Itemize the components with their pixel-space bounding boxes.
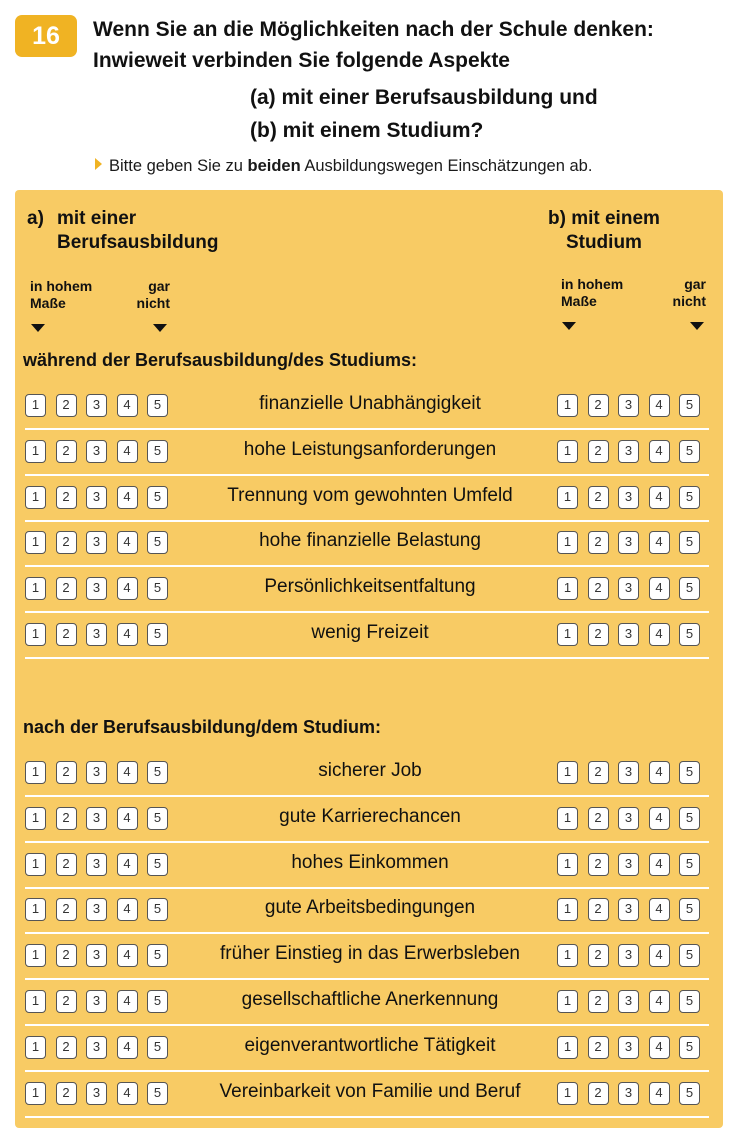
rating-group-studium: [557, 853, 710, 876]
rating-checkbox-4[interactable]: 4: [117, 394, 138, 417]
column-a-high-arrow-icon: [31, 324, 45, 332]
rating-checkbox-4[interactable]: 4: [117, 990, 138, 1013]
rating-checkbox-2[interactable]: 2: [588, 1036, 609, 1059]
rating-checkbox-2[interactable]: 2: [56, 577, 77, 600]
rating-checkbox-2[interactable]: 2: [588, 394, 609, 417]
rating-checkbox-4[interactable]: 4: [117, 1036, 138, 1059]
aspect-label: gute Karrierechancen: [279, 805, 461, 827]
rating-checkbox-5[interactable]: 5: [679, 577, 700, 600]
rating-row: [25, 845, 709, 889]
rating-checkbox-2[interactable]: 2: [588, 990, 609, 1013]
rating-checkbox-1[interactable]: 1: [25, 898, 46, 921]
rating-checkbox-3[interactable]: 3: [618, 944, 639, 967]
rating-checkbox-3[interactable]: 3: [618, 531, 639, 554]
rating-checkbox-1[interactable]: 1: [557, 898, 578, 921]
rating-checkbox-2[interactable]: 2: [56, 853, 77, 876]
rating-checkbox-4[interactable]: 4: [649, 807, 670, 830]
rating-checkbox-5[interactable]: 5: [147, 761, 168, 784]
rating-checkbox-5[interactable]: 5: [147, 394, 168, 417]
rating-checkbox-5[interactable]: 5: [679, 623, 700, 646]
rating-checkbox-5[interactable]: 5: [147, 853, 168, 876]
rating-checkbox-1[interactable]: 1: [557, 577, 578, 600]
rating-checkbox-5[interactable]: 5: [679, 853, 700, 876]
aspect-label: hohe finanzielle Belastung: [259, 530, 481, 552]
rating-checkbox-5[interactable]: 5: [679, 1036, 700, 1059]
rating-checkbox-2[interactable]: 2: [56, 990, 77, 1013]
rating-group-studium: [557, 577, 710, 600]
rating-checkbox-5[interactable]: 5: [147, 990, 168, 1013]
aspect-label: Persönlichkeitsentfaltung: [264, 576, 476, 598]
rating-checkbox-1[interactable]: 1: [25, 944, 46, 967]
rating-checkbox-3[interactable]: 3: [618, 761, 639, 784]
rating-group-berufsausbildung: [25, 1082, 178, 1105]
rating-checkbox-5[interactable]: 5: [679, 440, 700, 463]
rating-checkbox-3[interactable]: 3: [618, 807, 639, 830]
rating-checkbox-4[interactable]: 4: [649, 853, 670, 876]
rating-checkbox-1[interactable]: 1: [25, 807, 46, 830]
rating-checkbox-3[interactable]: 3: [86, 394, 107, 417]
rating-checkbox-2[interactable]: 2: [588, 531, 609, 554]
rating-group-berufsausbildung: [25, 807, 178, 830]
rating-checkbox-1[interactable]: 1: [25, 990, 46, 1013]
rating-group-berufsausbildung: [25, 577, 178, 600]
rating-checkbox-2[interactable]: 2: [56, 761, 77, 784]
rating-group-berufsausbildung: [25, 944, 178, 967]
aspect-label: hohe Leistungsanforderungen: [243, 438, 497, 460]
rating-checkbox-3[interactable]: 3: [618, 486, 639, 509]
aspect-label: Trennung vom gewohnten Umfeld: [227, 484, 513, 506]
rating-group-berufsausbildung: [25, 394, 178, 417]
rating-checkbox-3[interactable]: 3: [86, 577, 107, 600]
rating-group-berufsausbildung: [25, 990, 178, 1013]
rating-checkbox-5[interactable]: 5: [679, 1082, 700, 1105]
aspect-label: Vereinbarkeit von Familie und Beruf: [219, 1080, 521, 1102]
rating-checkbox-5[interactable]: 5: [147, 944, 168, 967]
rating-checkbox-3[interactable]: 3: [86, 531, 107, 554]
rating-checkbox-2[interactable]: 2: [56, 623, 77, 646]
column-a-low-arrow-icon: [153, 324, 167, 332]
rating-checkbox-2[interactable]: 2: [56, 440, 77, 463]
rating-checkbox-5[interactable]: 5: [679, 531, 700, 554]
question-number-badge: 16: [15, 15, 77, 57]
aspect-label: gute Arbeitsbedingungen: [264, 897, 476, 919]
aspect-label: früher Einstieg in das Erwerbsleben: [220, 943, 520, 965]
column-b-scale-low-label: gar nicht: [672, 276, 706, 309]
aspect-label: gesellschaftliche Anerkennung: [241, 989, 499, 1010]
rating-checkbox-2[interactable]: 2: [588, 807, 609, 830]
rating-group-studium: [557, 623, 710, 646]
rating-checkbox-5[interactable]: 5: [147, 486, 168, 509]
rating-checkbox-4[interactable]: 4: [117, 761, 138, 784]
rating-group-berufsausbildung: [25, 1036, 178, 1059]
aspect-label: wenig Freizeit: [311, 622, 429, 643]
question-text-line-1: Wenn Sie an die Möglichkeiten nach der Schule denken:: [93, 18, 654, 41]
aspect-label: eigenverantwortliche Tätigkeit: [244, 1034, 496, 1056]
rating-checkbox-2[interactable]: 2: [588, 486, 609, 509]
rating-checkbox-2[interactable]: 2: [56, 1036, 77, 1059]
rating-checkbox-4[interactable]: 4: [117, 577, 138, 600]
rating-checkbox-1[interactable]: 1: [557, 1082, 578, 1105]
rating-checkbox-1[interactable]: 1: [557, 990, 578, 1013]
rating-checkbox-3[interactable]: 3: [86, 853, 107, 876]
rating-checkbox-4[interactable]: 4: [117, 440, 138, 463]
rating-checkbox-2[interactable]: 2: [588, 853, 609, 876]
rating-checkbox-5[interactable]: 5: [679, 944, 700, 967]
rating-checkbox-5[interactable]: 5: [147, 577, 168, 600]
column-a-scale-high-label: in hohem Maße: [30, 278, 93, 311]
rating-checkbox-1[interactable]: 1: [557, 394, 578, 417]
rating-checkbox-1[interactable]: 1: [25, 623, 46, 646]
rating-checkbox-1[interactable]: 1: [25, 440, 46, 463]
rating-checkbox-5[interactable]: 5: [147, 531, 168, 554]
rating-row: [25, 615, 709, 659]
rating-checkbox-3[interactable]: 3: [86, 1036, 107, 1059]
rating-checkbox-3[interactable]: 3: [86, 807, 107, 830]
rating-checkbox-5[interactable]: 5: [147, 440, 168, 463]
rating-row: [25, 569, 709, 613]
rating-row: [25, 890, 709, 934]
rating-checkbox-4[interactable]: 4: [649, 1036, 670, 1059]
rating-checkbox-2[interactable]: 2: [56, 898, 77, 921]
rating-checkbox-3[interactable]: 3: [618, 898, 639, 921]
rating-checkbox-3[interactable]: 3: [618, 853, 639, 876]
rating-checkbox-1[interactable]: 1: [557, 440, 578, 463]
instruction: Bitte geben Sie zu beiden Ausbildungswegen Einschätzungen ab.: [95, 157, 592, 176]
rating-checkbox-4[interactable]: 4: [117, 853, 138, 876]
column-b-high-arrow-icon: [562, 322, 576, 330]
rating-group-studium: [557, 761, 710, 784]
rating-checkbox-1[interactable]: 1: [25, 531, 46, 554]
instruction-emphasis: beiden: [247, 157, 301, 175]
rating-checkbox-3[interactable]: 3: [86, 761, 107, 784]
rating-checkbox-5[interactable]: 5: [679, 761, 700, 784]
rating-group-studium: [557, 440, 710, 463]
rating-checkbox-5[interactable]: 5: [679, 486, 700, 509]
rating-checkbox-1[interactable]: 1: [557, 853, 578, 876]
column-b-heading: b) mit einem Studium: [548, 208, 660, 253]
rating-checkbox-1[interactable]: 1: [25, 1082, 46, 1105]
rating-group-studium: [557, 990, 710, 1013]
rating-checkbox-2[interactable]: 2: [588, 623, 609, 646]
rating-group-berufsausbildung: [25, 440, 178, 463]
rating-checkbox-1[interactable]: 1: [557, 623, 578, 646]
rating-checkbox-1[interactable]: 1: [25, 486, 46, 509]
rating-checkbox-3[interactable]: 3: [86, 440, 107, 463]
rating-checkbox-3[interactable]: 3: [86, 944, 107, 967]
rating-checkbox-5[interactable]: 5: [147, 807, 168, 830]
rating-group-studium: [557, 486, 710, 509]
rating-checkbox-2[interactable]: 2: [588, 944, 609, 967]
rating-checkbox-1[interactable]: 1: [25, 853, 46, 876]
rating-checkbox-1[interactable]: 1: [557, 531, 578, 554]
rating-checkbox-5[interactable]: 5: [147, 1082, 168, 1105]
rating-checkbox-3[interactable]: 3: [86, 1082, 107, 1105]
rating-group-berufsausbildung: [25, 623, 178, 646]
rating-checkbox-4[interactable]: 4: [117, 807, 138, 830]
rating-checkbox-4[interactable]: 4: [649, 531, 670, 554]
rating-checkbox-1[interactable]: 1: [557, 486, 578, 509]
rating-checkbox-5[interactable]: 5: [679, 898, 700, 921]
rating-group-studium: [557, 807, 710, 830]
rating-group-berufsausbildung: [25, 761, 178, 784]
rating-group-studium: [557, 1082, 710, 1105]
rating-checkbox-4[interactable]: 4: [649, 440, 670, 463]
rating-checkbox-2[interactable]: 2: [588, 761, 609, 784]
section-title-during: während der Berufsausbildung/des Studiums:: [23, 350, 418, 370]
rating-checkbox-2[interactable]: 2: [56, 531, 77, 554]
rating-group-berufsausbildung: [25, 898, 178, 921]
rating-checkbox-3[interactable]: 3: [618, 1082, 639, 1105]
rating-checkbox-5[interactable]: 5: [147, 1036, 168, 1059]
rating-checkbox-5[interactable]: 5: [679, 807, 700, 830]
rating-checkbox-3[interactable]: 3: [618, 1036, 639, 1059]
rating-group-berufsausbildung: [25, 853, 178, 876]
rating-checkbox-2[interactable]: 2: [588, 1082, 609, 1105]
rating-checkbox-3[interactable]: 3: [86, 623, 107, 646]
rating-row: [25, 753, 709, 797]
question-text-line-3: (a) mit einer Berufsausbildung und: [250, 86, 598, 109]
section-title-after: nach der Berufsausbildung/dem Studium:: [23, 717, 382, 737]
rating-row: [25, 478, 709, 522]
column-a-heading: mit einer Berufsausbildung: [57, 208, 219, 253]
rating-checkbox-1[interactable]: 1: [25, 761, 46, 784]
rating-checkbox-5[interactable]: 5: [147, 898, 168, 921]
rating-row: [25, 523, 709, 567]
rating-checkbox-1[interactable]: 1: [557, 1036, 578, 1059]
rating-checkbox-5[interactable]: 5: [147, 623, 168, 646]
rating-row: [25, 1074, 709, 1118]
rating-row: [25, 432, 709, 476]
rating-checkbox-4[interactable]: 4: [649, 394, 670, 417]
rating-group-studium: [557, 1036, 710, 1059]
column-b-low-arrow-icon: [690, 322, 704, 330]
rating-checkbox-1[interactable]: 1: [557, 807, 578, 830]
rating-checkbox-4[interactable]: 4: [117, 944, 138, 967]
rating-row: [25, 799, 709, 843]
rating-checkbox-4[interactable]: 4: [649, 577, 670, 600]
rating-group-studium: [557, 531, 710, 554]
rating-checkbox-3[interactable]: 3: [618, 440, 639, 463]
rating-checkbox-5[interactable]: 5: [679, 394, 700, 417]
rating-group-studium: [557, 944, 710, 967]
rating-checkbox-4[interactable]: 4: [649, 1082, 670, 1105]
column-a-scale-low-label: gar nicht: [136, 278, 170, 311]
rating-checkbox-2[interactable]: 2: [588, 440, 609, 463]
rating-checkbox-4[interactable]: 4: [117, 1082, 138, 1105]
rating-checkbox-4[interactable]: 4: [117, 898, 138, 921]
rating-checkbox-2[interactable]: 2: [588, 577, 609, 600]
rating-checkbox-3[interactable]: 3: [618, 990, 639, 1013]
rating-checkbox-3[interactable]: 3: [86, 898, 107, 921]
column-b-scale-high-label: in hohem Maße: [561, 276, 624, 309]
question-text-line-2: Inwieweit verbinden Sie folgende Aspekte: [93, 49, 510, 72]
rating-checkbox-1[interactable]: 1: [557, 761, 578, 784]
rating-checkbox-5[interactable]: 5: [679, 990, 700, 1013]
rating-row: [25, 982, 709, 1026]
question-text-line-4: (b) mit einem Studium?: [250, 119, 484, 142]
rating-checkbox-4[interactable]: 4: [649, 761, 670, 784]
rating-checkbox-2[interactable]: 2: [56, 486, 77, 509]
rating-checkbox-4[interactable]: 4: [117, 486, 138, 509]
rating-row: [25, 386, 709, 430]
column-a-letter: a): [27, 208, 44, 229]
aspect-label: hohes Einkommen: [291, 851, 449, 873]
rating-checkbox-4[interactable]: 4: [117, 623, 138, 646]
rating-group-berufsausbildung: [25, 531, 178, 554]
rating-row: [25, 1028, 709, 1072]
aspect-label: sicherer Job: [318, 760, 422, 781]
instruction-arrow-icon: [95, 158, 102, 170]
rating-checkbox-4[interactable]: 4: [649, 898, 670, 921]
rating-checkbox-2[interactable]: 2: [56, 394, 77, 417]
rating-checkbox-1[interactable]: 1: [557, 944, 578, 967]
rating-checkbox-4[interactable]: 4: [117, 531, 138, 554]
rating-checkbox-4[interactable]: 4: [649, 944, 670, 967]
rating-group-studium: [557, 394, 710, 417]
rating-checkbox-2[interactable]: 2: [588, 898, 609, 921]
rating-checkbox-2[interactable]: 2: [56, 807, 77, 830]
rating-group-berufsausbildung: [25, 486, 178, 509]
rating-checkbox-3[interactable]: 3: [618, 394, 639, 417]
rating-checkbox-3[interactable]: 3: [86, 990, 107, 1013]
rating-checkbox-1[interactable]: 1: [25, 577, 46, 600]
rating-checkbox-3[interactable]: 3: [618, 577, 639, 600]
aspect-label: finanzielle Unabhängigkeit: [259, 393, 481, 414]
rating-checkbox-3[interactable]: 3: [86, 486, 107, 509]
rating-row: [25, 936, 709, 980]
rating-checkbox-2[interactable]: 2: [56, 1082, 77, 1105]
rating-checkbox-3[interactable]: 3: [618, 623, 639, 646]
rating-checkbox-2[interactable]: 2: [56, 944, 77, 967]
question-panel: [15, 190, 723, 1128]
rating-checkbox-4[interactable]: 4: [649, 486, 670, 509]
rating-checkbox-1[interactable]: 1: [25, 1036, 46, 1059]
rating-checkbox-4[interactable]: 4: [649, 623, 670, 646]
rating-checkbox-1[interactable]: 1: [25, 394, 46, 417]
rating-checkbox-4[interactable]: 4: [649, 990, 670, 1013]
rating-group-studium: [557, 898, 710, 921]
